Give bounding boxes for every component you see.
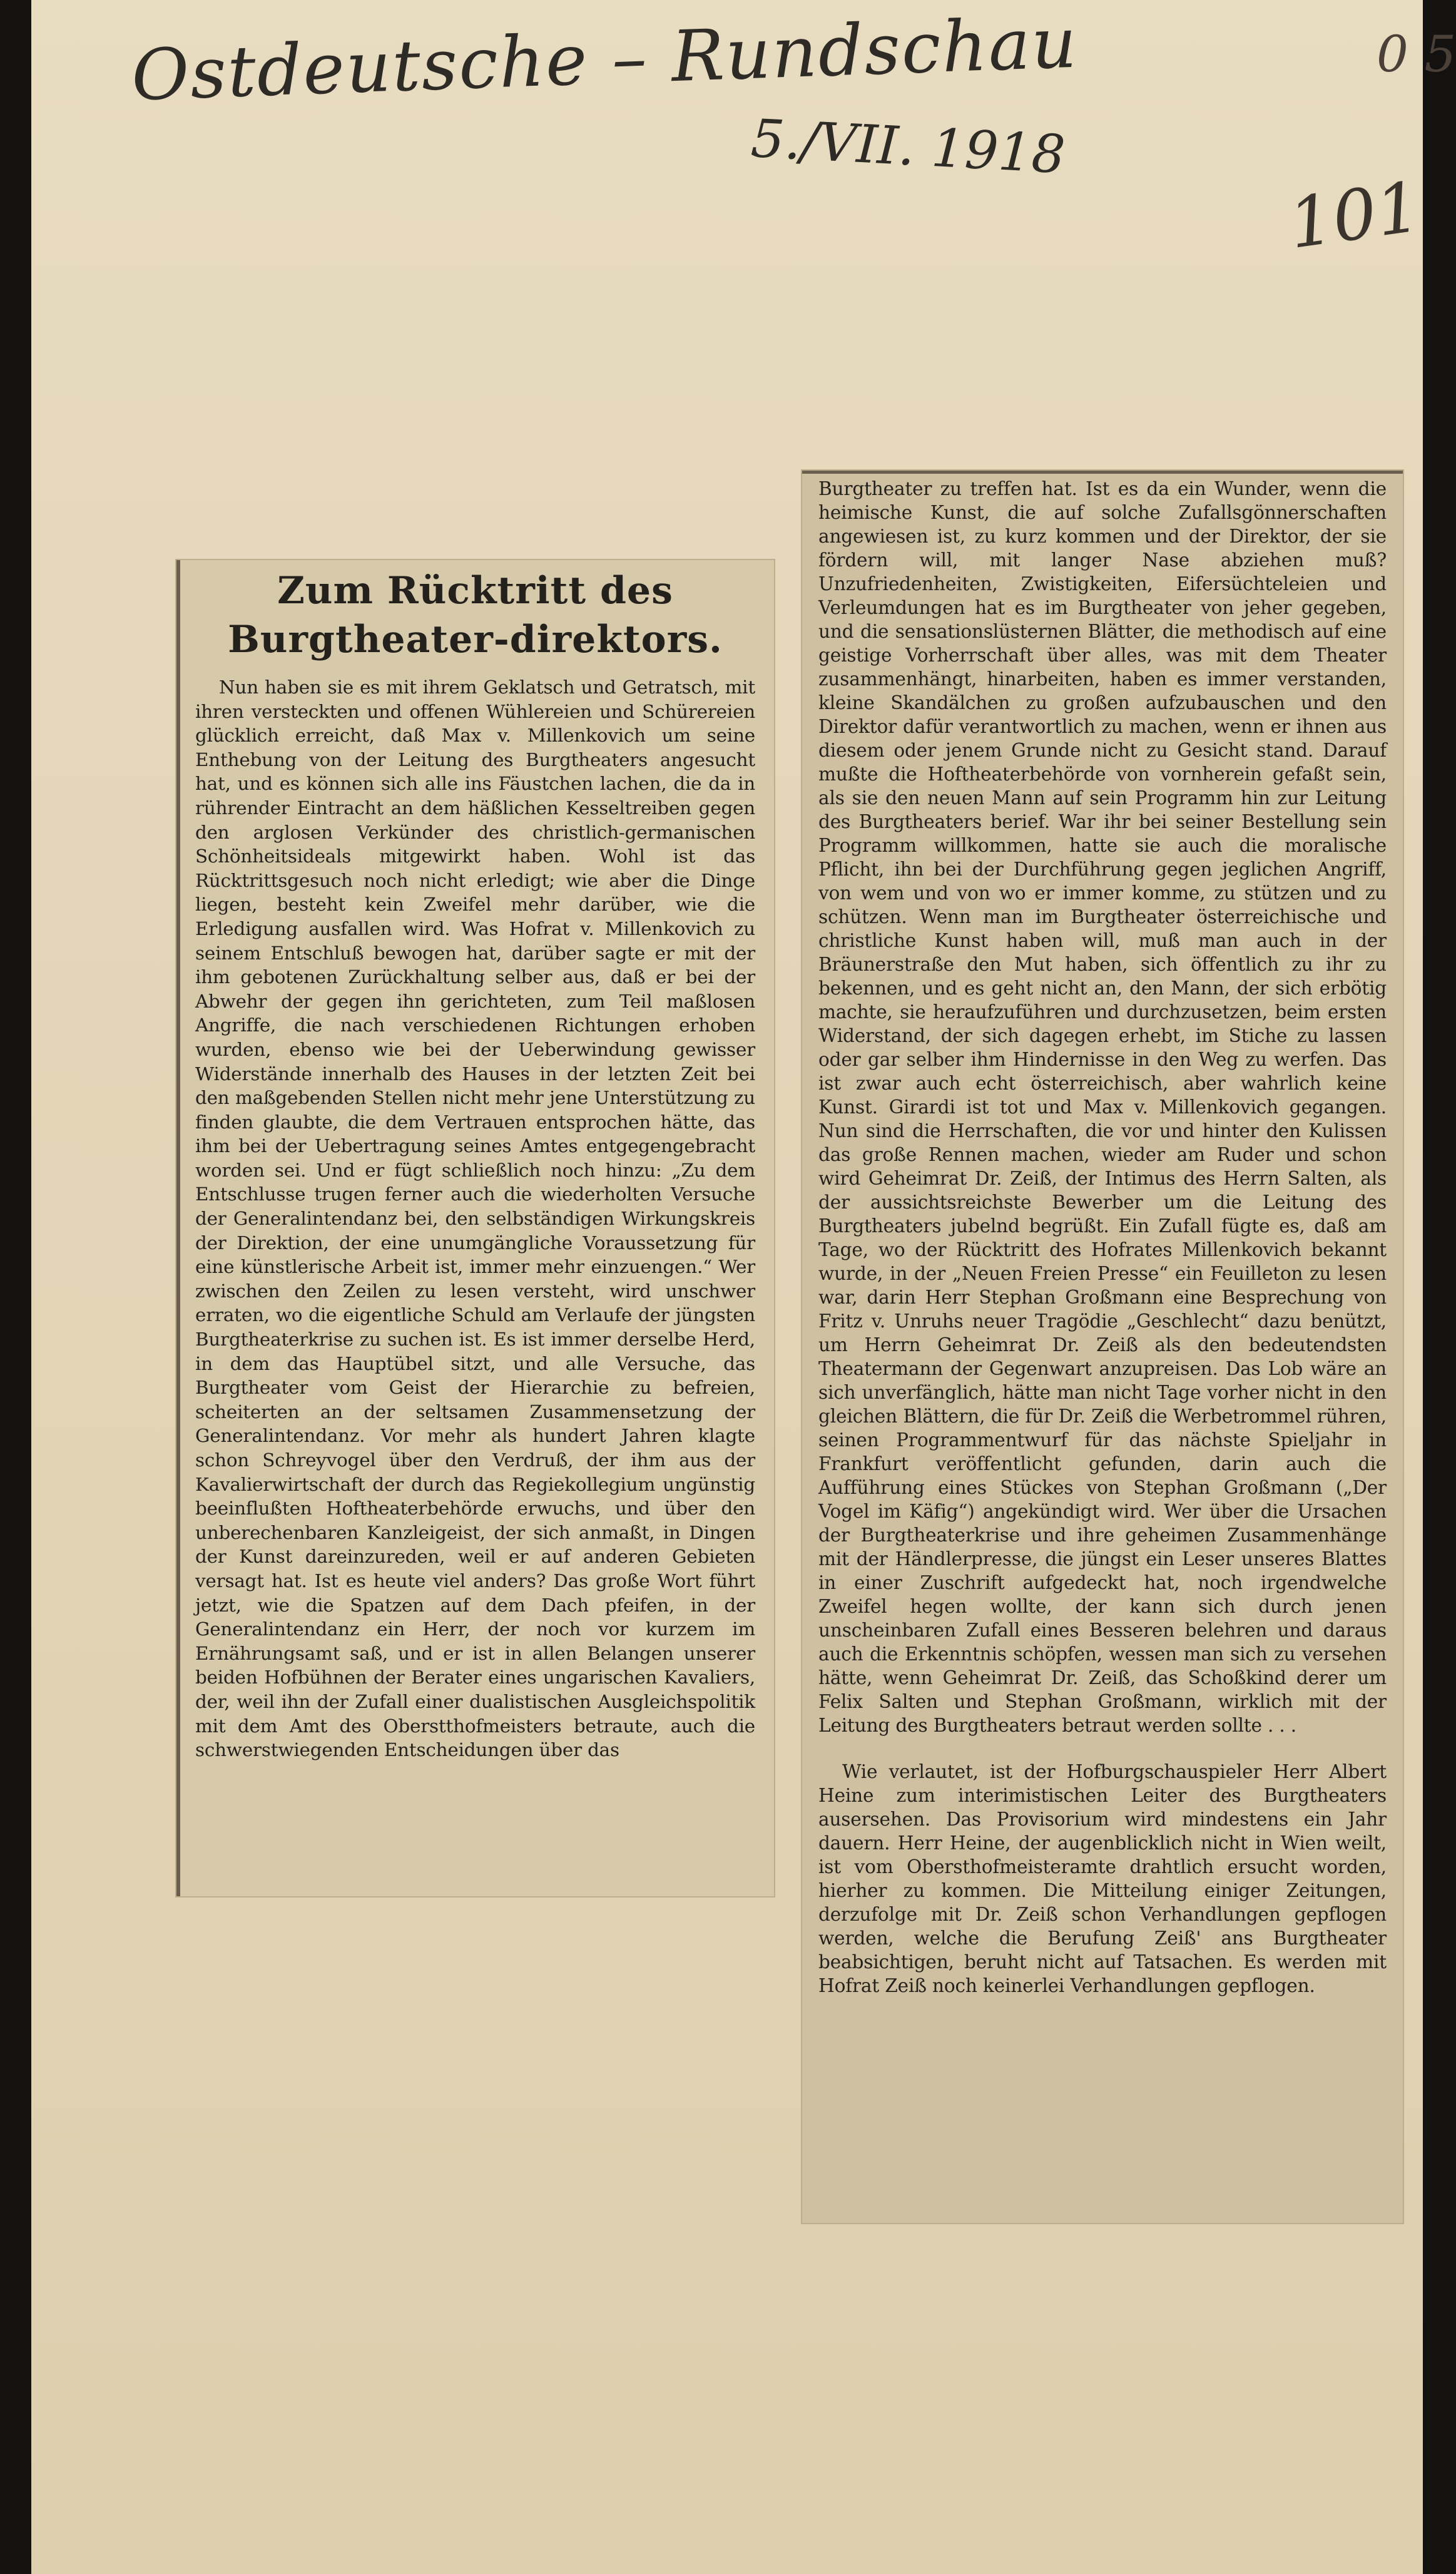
right-column-top-rule <box>802 471 1403 474</box>
article-body-right: Burgtheater zu treffen hat. Ist es da ein Wunder, wenn die heimische Kunst, die auf solche Zufallsgönnerschaften angewiesen ist, zu kurz kommen und der Direktor, der sie fördern will, mit langer Nase abziehen muß? Unzufriedenheiten, Zwistigkeiten, Eifersüchteleien und Verleumdungen hat es im Burgtheater von jeher gegeben, und die sensationslüsternen Blätter, die methodisch auf eine geistige Vorherrschaft über alles, was mit dem Theater zusammenhängt, hinarbeiten, haben es immer verstanden, kleine Skandälchen zu großen aufzubauschen und den Direktor dafür verantwortlich zu machen, wenn er ihnen aus diesem oder jenem Grunde nicht zu Gesicht stand. Darauf mußte die Hoftheaterbehörde von vornherein gefaßt sein, als sie den neuen Mann auf sein Programm hin zur Leitung des Burgtheaters berief. War ihr bei seiner Bestellung sein Programm willkommen, hatte sie auch die moralische Pflicht, ihn bei der Durchführung gegen jeglichen Angriff, von wem und von wo er immer komme, zu stützen und zu schützen. Wenn man im Burgtheater österreichische und christliche Kunst haben will, muß man auch in der Bräunerstraße den Mut haben, sich öffentlich zu ihr zu bekennen, und es geht nicht an, den Mann, der sich erbötig machte, sie heraufzuführen und durchzusetzen, beim ersten Widerstand, der sich dagegen erhebt, im Stiche zu lassen oder gar selber ihm Hindernisse in den Weg zu werfen. Das ist zwar auch echt österreichisch, aber wahrlich keine Kunst. Girardi ist tot und Max v. Millenkovich gegangen. Nun sind die Herrschaften, die vor und hinter den Kulissen das große Rennen machen, wieder am Ruder und schon wird Geheimrat Dr. Zeiß, der Intimus des Herrn Salten, als der aussichtsreichste Bewerber um die Leitung des Burgtheaters jubelnd begrüßt. Ein Zufall fügte es, daß am Tage, wo der Rücktritt des Hofrates Millenkovich bekannt wurde, in der „Neuen Freien Presse“ ein Feuilleton zu lesen war, darin Herr Stephan Großmann eine Besprechung von Fritz v. Unruhs neuer Tragödie „Geschlecht“ dazu benützt, um Herrn Geheimrat Dr. Zeiß als den bedeutendsten Theatermann der Gegenwart anzupreisen. Das Lob wäre an sich unverfänglich, hätte man nicht Tage vorher nicht in den gleichen Blättern, die für Dr. Zeiß die Werbetrommel rühren, seinen Programmentwurf für das nächste Spieljahr in Frankfurt veröffentlicht gefunden, darin auch die Aufführung eines Stückes von Stephan Großmann („Der Vogel im Käfig“) angekündigt wird. Wer über die Ursachen der Burgtheaterkrise und ihre geheimen Zusammenhänge mit der Händlerpresse, die jüngst ein Leser unseres Blattes in einer Zuschrift aufgedeckt hat, noch irgendwelche Zweifel hegen wollte, der kann sich durch jenen unscheinbaren Zufall eines Besseren belehren und daraus auch die Erkenntnis schöpfen, wessen man sich zu versehen hätte, wenn Geheimrat Dr. Zeiß, das Schoßkind derer um Felix Salten und Stephan Großmann, wirklich mit der Leitung des Burgtheaters betraut werden sollte . . . <box>818 478 1387 1736</box>
article-body-left: Nun haben sie es mit ihrem Geklatsch und Getratsch, mit ihren versteckten und offenen Wühlereien und Schürereien glücklich erreicht, daß Max v. Millenkovich um seine Enthebung von der Leitung des Burgtheaters angesucht hat, und es können sich alle ins Fäustchen lachen, die da in rührender Eintracht an dem häßlichen Kesseltreiben gegen den arglosen Verkünder des christlich-germanischen Schönheitsideals mitgewirkt haben. Wohl ist das Rücktrittsgesuch noch nicht erledigt; wie aber die Dinge liegen, besteht kein Zweifel mehr darüber, wie die Erledigung ausfallen wird. Was Hofrat v. Millenkovich zu seinem Entschluß bewogen hat, darüber sagte er mit der ihm gebotenen Zurückhaltung selber aus, daß er bei der Abwehr der gegen ihn gerichteten, zum Teil maßlosen Angriffe, die nach verschiedenen Richtungen erhoben wurden, ebenso wie bei der Ueberwindung gewisser Widerstände innerhalb des Hauses in der letzten Zeit bei den maßgebenden Stellen nicht mehr jene Unterstützung zu finden glaubte, die dem Vertrauen entsprochen hätte, das ihm bei der Uebertragung seines Amtes entgegengebracht worden sei. Und er fügt schließlich noch hinzu: „Zu dem Entschlusse trugen ferner auch die wiederholten Versuche der Generalintendanz bei, den selbständigen Wirkungskreis der Direktion, der eine unumgängliche Voraussetzung für eine künstlerische Arbeit ist, immer mehr einzuengen.“ Wer zwischen den Zeilen zu lesen versteht, wird unschwer erraten, wo die eigentliche Schuld am Verlaufe der jüngsten Burgtheaterkrise zu suchen ist. Es ist immer derselbe Herd, in dem das Hauptübel sitzt, und alle Versuche, das Burgtheater vom Geist der Hierarchie zu befreien, scheiterten an der seltsamen Zusammensetzung der Generalintendanz. Vor mehr als hundert Jahren klagte schon Schreyvogel über den Verdruß, der ihm aus der Kavalierwirtschaft der durch das Regiekollegium ungünstig beeinflußten Hoftheaterbehörde erwuchs, und über den unberechenbaren Kanzleigeist, der sich anmaßt, in Dingen der Kunst dareinzureden, weil er auf anderen Gebieten versagt hat. Ist es heute viel anders? Das große Wort führt jetzt, wie die Spatzen auf dem Dach pfeifen, in der Generalintendanz ein Herr, der noch vor kurzem im Ernährungsamt saß, und er ist in allen Belangen unserer beiden Hofbühnen der Berater eines ungarischen Kavaliers, der, weil ihn der Zufall einer dualistischen Ausgleichspolitik mit dem Amt des Oberstthofmeisters betraute, auch die schwerstwiegenden Entscheidungen über das <box>195 677 755 1761</box>
article-notice: Wie verlautet, ist der Hofburgschauspieler Herr Albert Heine zum interimistischen Leiter des Burgtheaters ausersehen. Das Provisorium wird mindestens ein Jahr dauern. Herr Heine, der augenblicklich nicht in Wien weilt, ist vom Obersthofmeisteramte drahtlich ersucht worden, hierher zu kommen. Die Mitteilung einiger Zeitungen, derzufolge mit Dr. Zeiß schon Verhandlungen gepflogen werden, welche die Berufung Zeiß' ans Burgtheater beabsichtigen, beruht nicht auf Tatsachen. Es werden mit Hofrat Zeiß noch keinerlei Verhandlungen gepflogen. <box>818 1761 1387 1996</box>
handwritten-corner-mark: 0 5 <box>1377 25 1456 83</box>
handwritten-source: Ostdeutsche – Rundschau <box>130 2 1079 117</box>
handwritten-date: 5./VII. 1918 <box>749 107 1067 186</box>
clipping-right-column <box>802 471 1403 2223</box>
handwritten-number: 101 <box>1284 166 1425 264</box>
left-column-rule <box>176 560 180 1896</box>
article-heading: Zum Rücktritt des Burgtheater-direktors. <box>228 569 723 661</box>
clipping-left-column <box>176 560 774 1896</box>
